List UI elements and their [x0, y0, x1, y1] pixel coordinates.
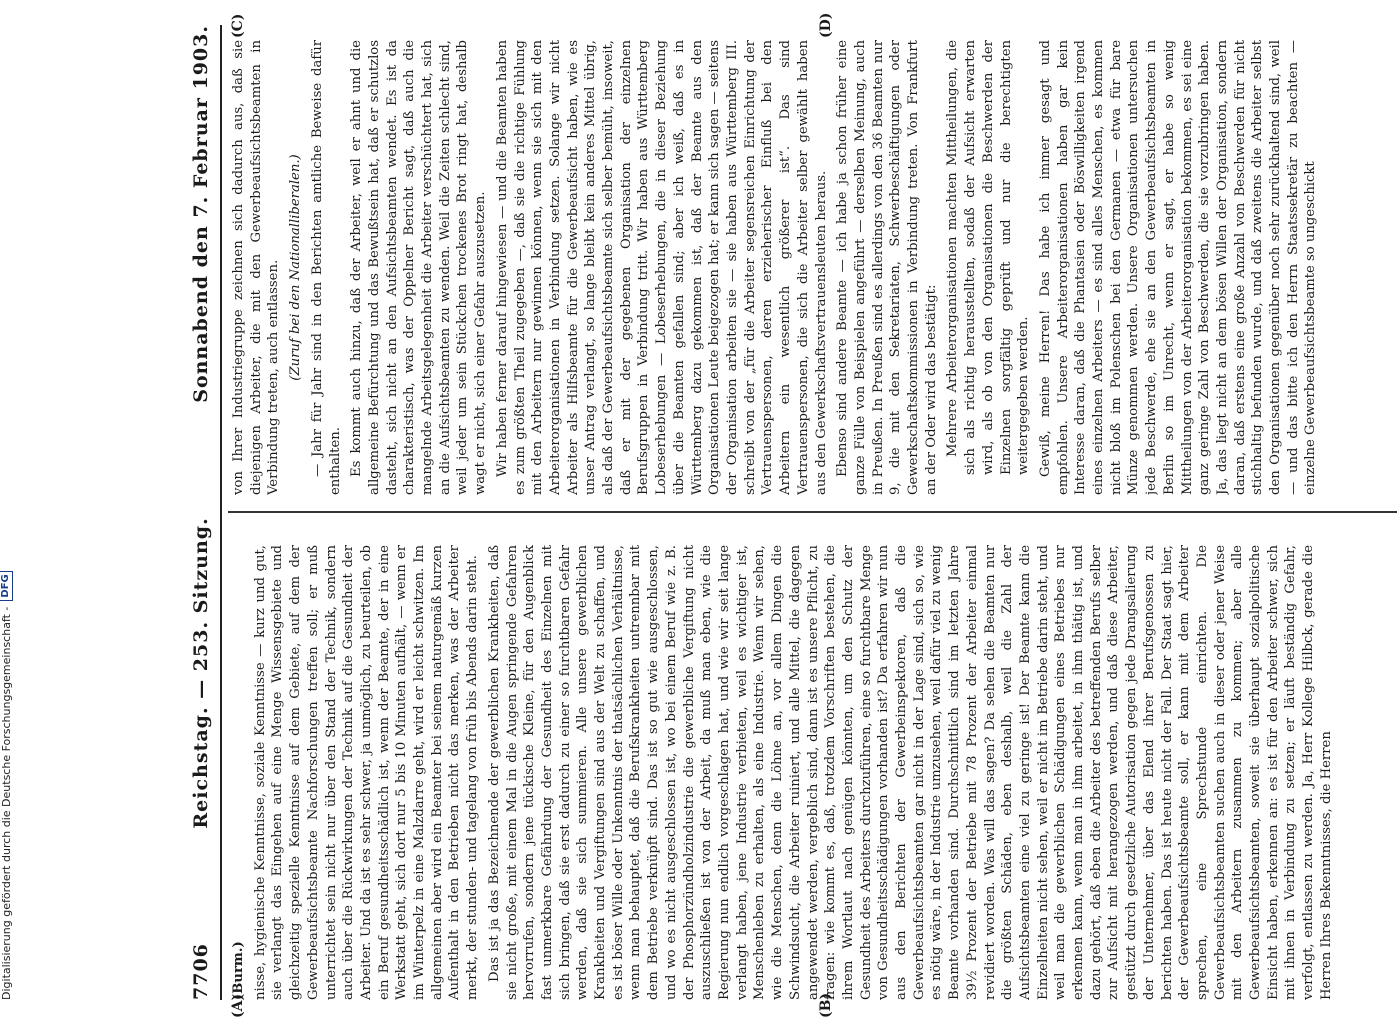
page-header — [190, 25, 222, 1000]
paragraph: Gewiß, meine Herren! Das habe ich immer gesagt und empfohlen. Unsere Arbeiterorganisationen haben gar kein Interesse daran, daß die Phantasien oder Böswilligkeiten irgend eines einzelnen Arbeiters — es sind alles Menschen, es kommen nicht bloß im Polenschen bei den Germanen — etwa für bare Münze genommen werden. Unsere Organisationen untersuchen jede Beschwerde, ehe sie an den Gewerbeaufsichtsbeamten in Berlin so im Unrecht, wenn er sagt, er habe so wenig Mittheilungen von der Arbeiterorganisation bekommen, es sei eine ganz geringe Zahl von Beschwerden, die sie vorzubringen haben. Ja, das liegt nicht an dem bösen Willen der Organisation, sondern daran, daß erstens eine große Anzahl von Beschwerden für nicht stichhaltig befunden wurde, und daß zweitens die Arbeiter selbst den Organisationen gegenüber noch sehr zurückhaltend sind, weil — und das bitte ich den Herrn Staatssekretär zu beachten — einzelne Gewerbeaufsichtsbeamte so ungeschickt — [1037, 40, 1319, 495]
page-title: Reichstag. — 253. Sitzung. — [190, 517, 212, 829]
quotation: Mehrere Arbeiterorganisationen machten Mittheilungen, die sich als richtig herausstellten, sodaß der Aufsicht erwarten wird, als ob von den Organisationen die Beschwerden der Einzelnen sorgfältig geprüft und nur die berechtigten weitergegeben werden. — [945, 40, 1032, 475]
paragraph: Das ist ja das Bezeichnende der gewerblichen Krankheiten, daß sie nicht große, mit einem Mal in die Augen springende Gefahren hervorrufen, sondern jene tückische Kleine, für den Augenblick fast unmerkbare Gefährdung der Gesundheit des Einzelnen mit sich bringen, daß sie erst dadurch zu einer so furchtbaren Gefahr werden, daß sie sich summieren. Alle unsere gewerblichen Krankheiten und Vergiftungen sind aus der Welt zu schaffen, und es ist böser Wille oder Unkenntnis der thatsächlichen Verhältnisse, wenn man behauptet, daß die Berufskrankheiten untrennbar mit dem Betriebe verknüpft sind. Das ist so gut wie ausgeschlossen, und wo es nicht ausgeschlossen ist, wo bei einem Beruf wie z. B. der Phosphorzündholzindustrie die gewerbliche Vergiftung nicht auszuschließen ist von der Arbeit, da muß man eben, wie die Regierung nun endlich vorgeschlagen hat, und wie wir seit lange verlangt haben, jene Industrie verbieten, weil es wichtiger ist, Menschenleben zu erhalten, als eine Industrie. Wenn wir sehen, wie die Menschen, denn die Löhne an, vor allem Dingen die Schwindsucht, die Arbeiter ruiniert, und alle Mittel, die dagegen angewendet werden, vergeblich sind, dann ist es unsere Pflicht, zu fragen: wie kommt es, daß, trotzdem Vorschriften bestehen, die ihrem Wortlaut nach genügen könnten, um den Schutz der Gesundheit des Arbeiters durchzuführen, eine so furchtbare Menge von Gesundheitsschädigungen vorhanden ist? Da erfahren wir nun aus den Berichten der Gewerbeinspektoren, daß die Gewerbeaufsichtsbeamten gar nicht in der Lage sind, sich so, wie es nötig wäre, in der Industrie umzusehen, weil dafür viel zu wenig Beamte vorhanden sind. Durchschnittlich sind im letzten Jahre 39½ Prozent der Betriebe mit 78 Prozent der Arbeiter einmal revidiert worden. Was will das sagen? Da sehen die Beamten nur die größten Schäden, eben deshalb, weil die Zahl der Aufsichtsbeamten eine viel zu geringe ist! Der Beamte kann die Einzelheiten nicht sehen, weil er nicht im Betriebe darin steht, und weil man die gewerblichen Schädigungen eines Betriebes nur erkennen kann, wenn man in ihm arbeitet, in ihm thätig ist, und dazu gehört, daß eben die Arbeiter des betreffenden Berufs selber zur Aufsicht mit herangezogen werden, und daß diese Arbeiter, gestützt durch gesetzliche Autorisation gegen jede Drangsalierung der Unternehmer, über das Elend ihrer Berufsgenossen zu berichten haben. Das ist heute nicht der Fall. Der Staat sagt hier, der Gewerbeaufsichtsbeamte soll, er kann mit dem Arbeiter sprechen, eine Sprechstunde einrichten. Die Gewerbeaufsichtsbeamten suchen auch in dieser oder jener Weise mit den Arbeitern zusammen zu kommen; aber alle Gewerbeaufsichtsbeamten, soweit sie überhaupt sozialpolitische Einsicht haben, erkennen an: es ist für den Arbeiter schwer, sich mit ihnen in Verbindung zu setzen; er läuft beständig Gefahr, verfolgt, entlassen zu werden. Ja, Herr Kollege Hilbck, gerade die Herren Ihres Bekenntnisses, die Herren — [486, 545, 1334, 1000]
digitization-footer — [0, 0, 14, 1000]
margin-marker-a: (A) — [230, 993, 246, 1018]
paragraph: nisse, hygienische Kenntnisse, soziale Kenntnisse — kurz und gut, sie verlangt das Eingehen auf eine Menge Wissensgebiete und gleichzeitig spezielle Kenntnisse auf dem Gebiete, auf dem der Gewerbeaufsichtsbeamte Nachforschungen treffen soll; er muß unterrichtet sein nicht nur über den Stand der Technik, sondern auch über die Rückwirkungen der Technik auf die Gesundheit der Arbeiter. Und da ist es sehr schwer, ja unmöglich, zu beurteilen, ob ein Beruf gesundheitsschädlich ist, wenn der Beamte, der in eine Werkstatt geht, sich dort nur 5 bis 10 Minuten aufhält, — wenn er im Winterpelz in eine Malzdarre geht, wird er leicht schwitzen. Im allgemeinen aber wird ein Beamter bei seinem naturgemäß kurzen Aufenthalt in den Betrieben nicht das merken, was der Arbeiter merkt, der stunden- und tagelang von früh bis Abends darin steht. — [252, 545, 481, 1000]
interjection: (Zuruf bei den Nationalliberalen.) — [288, 154, 304, 381]
margin-marker-c: (C) — [230, 13, 246, 38]
margin-marker-b: (B) — [818, 992, 834, 1018]
dfg-logo-icon: DFG — [0, 571, 13, 600]
paragraph: — Jahr für Jahr sind in den Berichten amtliche Beweise dafür enthalten. — [309, 40, 343, 495]
paragraph: Ebenso sind andere Beamte — ich habe ja schon früher eine ganze Fülle von Beispielen angeführt — derselben Meinung, auch in Preußen. In Preußen sind es allerdings von den 36 Beamten nur 9, die mit den Sekretariaten, Schwerbeschäftigungen oder Gewerkschaftskommissionen in Verbindung treten. Von Frankfurt an der Oder wird das bestätigt: — [835, 40, 939, 495]
footer-text: Digitalisierung gefördert durch die Deutsche Forschungsgemeinschaft - — [0, 606, 13, 1000]
rotated-content — [190, 12, 1397, 1018]
margin-marker-d: (D) — [818, 12, 834, 38]
right-column — [230, 40, 1397, 495]
paragraph: Es kommt auch hinzu, daß der Arbeiter, weil er ahnt und die allgemeine Befürchtung und das Bewußtsein hat, daß er schutzlos dasteht, sich nicht an den Aufsichtsbeamten wendet. Es ist da charakteristisch, was der Oppelner Bericht sagt, daß auch die mangelnde Arbeitsgelegenheit die Arbeiter verschüchtert hat, sich an die Aufsichtsbeamten zu wenden. Weil die Zeiten schlecht sind, weil jeder um sein Stückchen trockenes Brot ringt hat, deshalb wagt er nicht, sich einer Gefahr auszusetzen. — [349, 40, 489, 495]
speaker-label: (Burm.) — [231, 941, 246, 1000]
scanned-page — [90, 0, 1334, 1018]
paragraph: von Ihrer Industriegruppe zeichnen sich dadurch aus, daß sie diejenigen Arbeiter, die mit den Gewerbeaufsichtsbeamten in Verbindung treten, auch entlassen. — [231, 40, 282, 495]
left-column — [230, 545, 1397, 1000]
paragraph: Wir haben ferner darauf hingewiesen — und die Beamten haben es zum größten Theil zugegeben —, daß sie die richtige Fühlung mit den Arbeitern nur gewinnen können, wenn sie sich mit den Arbeiterorganisationen in Verbindung setzen. Solange wir nicht Arbeiter als Hilfsbeamte für die Gewerbeaufsicht haben, wie es unser Antrag verlangt, so lange bleibt kein anderes Mittel übrig, als daß der Gewerbeaufsichtsbeamte sich selber bemüht, insoweit, daß er mit der gegebenen Organisation der einzelnen Berufsgruppen in Verbindung tritt. Wir haben aus Württemberg Lobeserhebungen — Lobeserhebungen, die in dieser Beziehung über die Beamten gefallen sind; aber ich weiß, daß es in Württemberg dazu gekommen ist, daß der Beamte aus den Organisationen Leute beigezogen hat; er kann sich sagen — seitens der Organisation arbeiten sie — sie haben aus Württemberg III. schreibt von der „für die Arbeiter segensreichen Einrichtung der Vertrauenspersonen, deren erzieherischer Einfluß bei den Arbeitern ein wesentlich größerer ist“. Das sind Vertrauenspersonen, die sich die Arbeiter selber gewählt haben aus den Gewerkschaftsvertrauensleuten heraus. — [494, 40, 829, 495]
page-number: 7706 — [190, 943, 212, 1000]
page-date: Sonnabend den 7. Februar 1903. — [190, 25, 212, 403]
column-divider — [228, 511, 1397, 513]
